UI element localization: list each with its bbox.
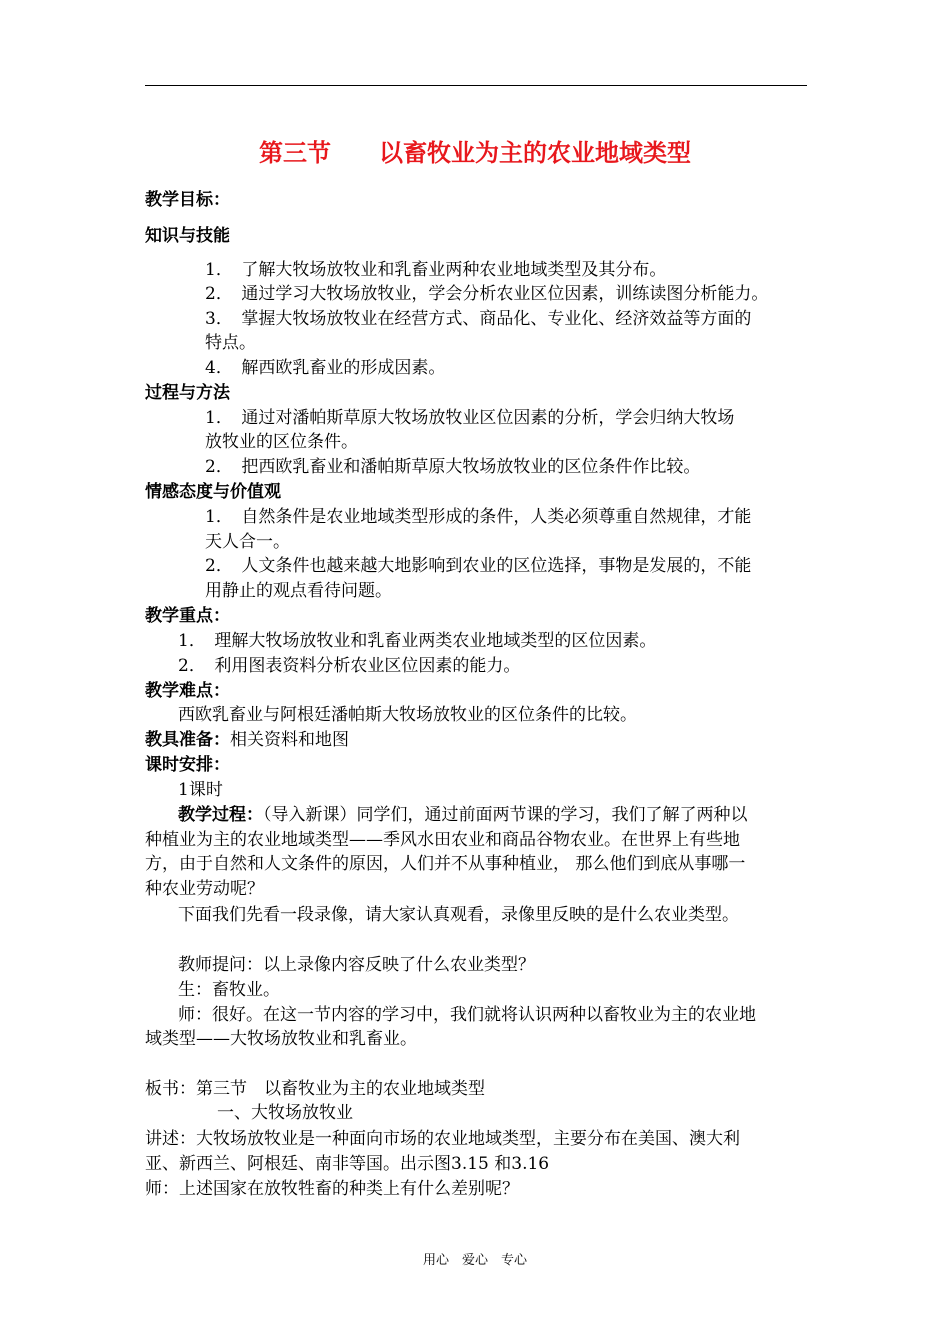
intro-text: （导入新课）同学们，通过前面两节课的学习，我们了解了两种以 [263, 805, 748, 825]
process-item: 2． 把西欧乳畜业和潘帕斯草原大牧场放牧业的区位条件作比较。 [205, 457, 701, 477]
key-points-heading: 教学重点： [145, 606, 230, 626]
knowledge-item: 1． 了解大牧场放牧业和乳畜业两种农业地域类型及其分布。 [205, 260, 667, 280]
attitude-item-cont: 天人合一。 [205, 532, 290, 552]
page-title: 第三节 以畜牧业为主的农业地域类型 [259, 139, 691, 167]
student-answer: 生：畜牧业。 [178, 980, 280, 1000]
process-heading: 过程与方法 [145, 383, 230, 403]
attitude-item-cont: 用静止的观点看待问题。 [205, 581, 392, 601]
attitude-heading: 情感态度与价值观 [145, 482, 281, 502]
knowledge-heading: 知识与技能 [145, 226, 230, 246]
knowledge-item: 4． 解西欧乳畜业的形成因素。 [205, 358, 446, 378]
tools-text: 相关资料和地图 [230, 730, 349, 750]
lecture-line: 讲述：大牧场放牧业是一种面向市场的农业地域类型，主要分布在美国、澳大利 [145, 1129, 740, 1149]
intro-paragraph-first [178, 803, 748, 827]
process-item-cont: 放牧业的区位条件。 [205, 432, 358, 452]
key-point-item: 1． 理解大牧场放牧业和乳畜业两类农业地域类型的区位因素。 [178, 631, 657, 651]
process-item: 1． 通过对潘帕斯草原大牧场放牧业区位因素的分析，学会归纳大牧场 [205, 408, 735, 428]
teacher-reply-cont: 域类型——大牧场放牧业和乳畜业。 [145, 1029, 417, 1049]
knowledge-item: 3． 掌握大牧场放牧业在经营方式、商品化、专业化、经济效益等方面的 [205, 309, 752, 329]
process-label: 教学过程： [178, 805, 263, 825]
page-footer: 用心 爱心 专心 [422, 1253, 527, 1268]
video-line: 下面我们先看一段录像，请大家认真观看，录像里反映的是什么农业类型。 [178, 905, 739, 925]
knowledge-item: 2． 通过学习大牧场放牧业，学会分析农业区位因素，训练读图分析能力。 [205, 284, 769, 304]
board-line: 板书：第三节 以畜牧业为主的农业地域类型 [145, 1079, 485, 1099]
schedule-text: 1课时 [178, 780, 223, 800]
teacher-reply: 师：很好。在这一节内容的学习中，我们就将认识两种以畜牧业为主的农业地 [178, 1005, 756, 1025]
objectives-heading: 教学目标： [145, 190, 230, 210]
intro-line: 种农业劳动呢？ [145, 879, 264, 899]
intro-line: 种植业为主的农业地域类型——季风水田农业和商品谷物农业。在世界上有些地 [145, 830, 740, 850]
knowledge-item-cont: 特点。 [205, 333, 256, 353]
tools-label: 教具准备： [145, 730, 230, 750]
difficulty-heading: 教学难点： [145, 681, 230, 701]
difficulty-text: 西欧乳畜业与阿根廷潘帕斯大牧场放牧业的区位条件的比较。 [178, 705, 637, 725]
board-subheading: 一、大牧场放牧业 [217, 1103, 353, 1123]
attitude-item: 1． 自然条件是农业地域类型形成的条件，人类必须尊重自然规律，才能 [205, 507, 752, 527]
tools-line [145, 728, 349, 752]
key-point-item: 2． 利用图表资料分析农业区位因素的能力。 [178, 656, 521, 676]
teacher-final: 师：上述国家在放牧牲畜的种类上有什么差别呢？ [145, 1179, 519, 1199]
schedule-heading: 课时安排： [145, 755, 230, 775]
attitude-item: 2． 人文条件也越来越大地影响到农业的区位选择，事物是发展的，不能 [205, 556, 752, 576]
header-rule [145, 85, 807, 86]
intro-line: 方，由于自然和人文条件的原因，人们并不从事种植业， 那么他们到底从事哪一 [145, 854, 746, 874]
teacher-question: 教师提问：以上录像内容反映了什么农业类型？ [178, 955, 535, 975]
lecture-line: 亚、新西兰、阿根廷、南非等国。出示图3.15 和3.16 [145, 1154, 550, 1174]
